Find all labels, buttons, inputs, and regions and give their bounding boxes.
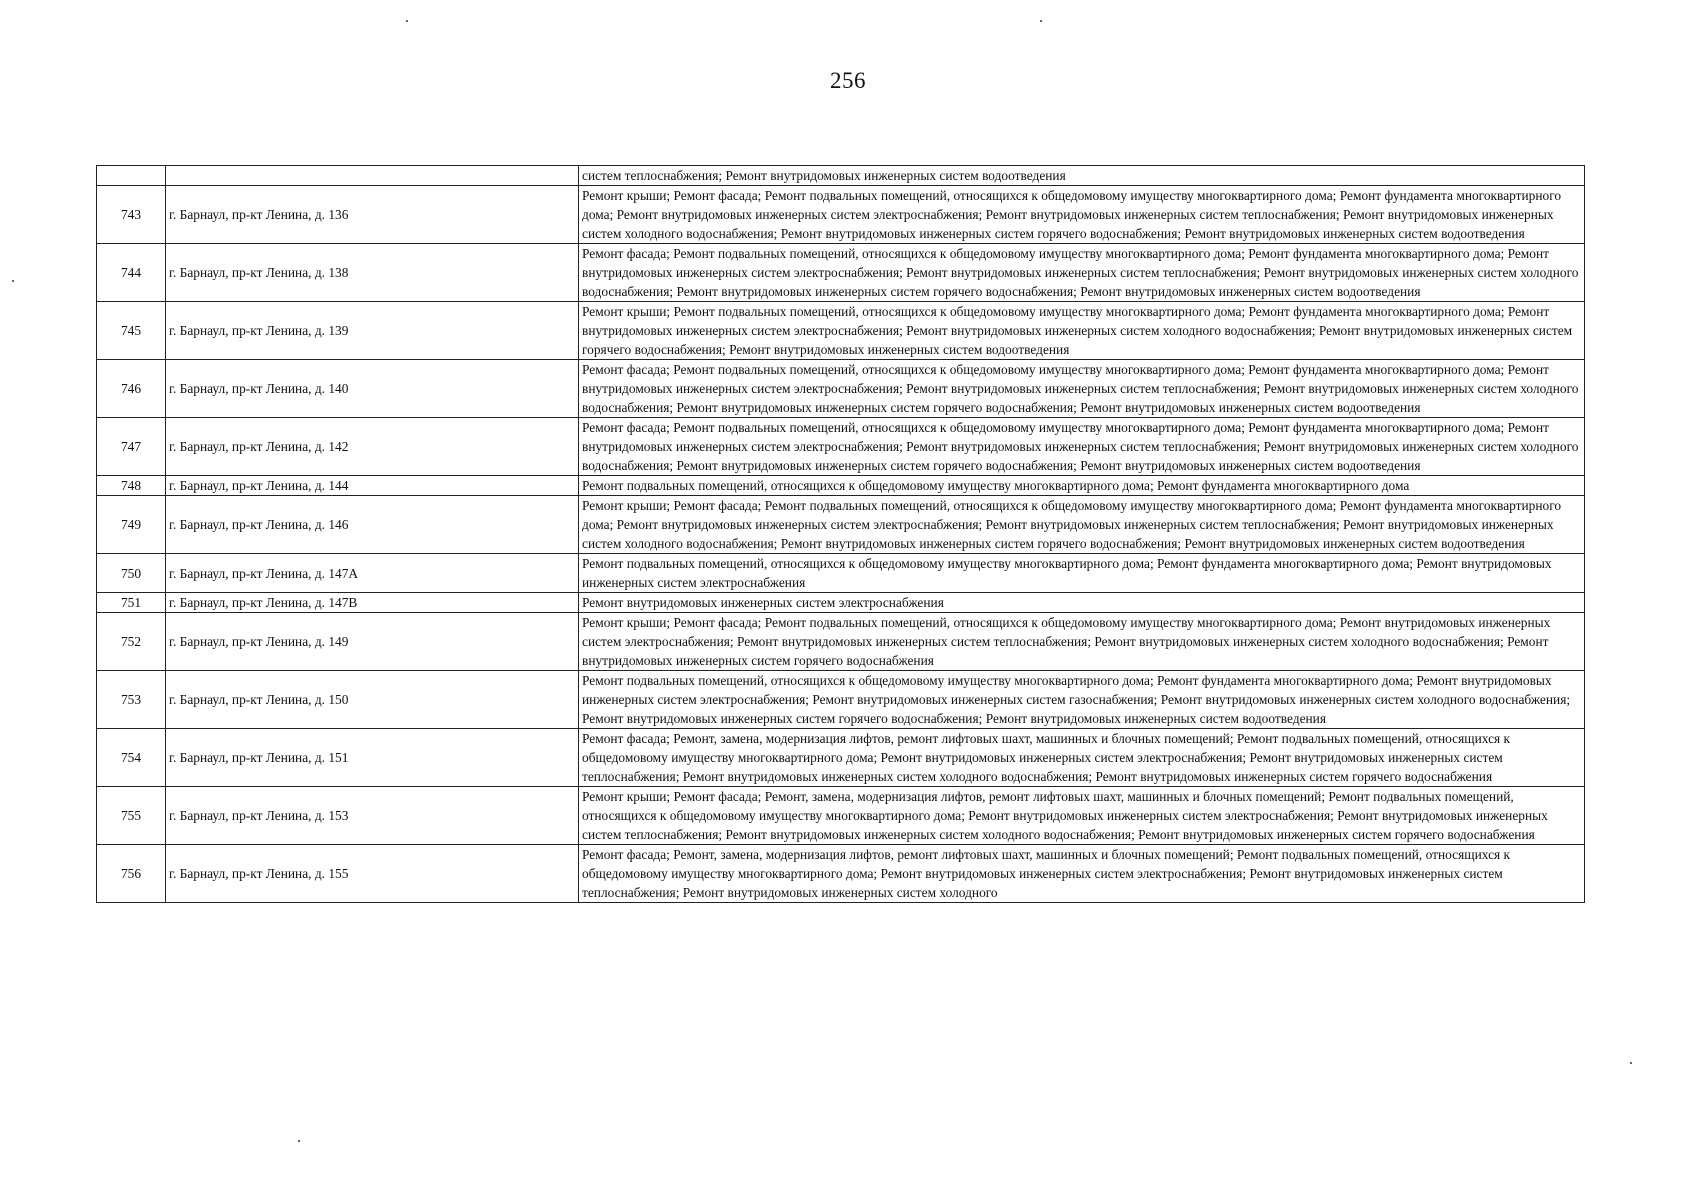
row-address: г. Барнаул, пр-кт Ленина, д. 153	[166, 787, 579, 845]
table-row	[97, 787, 1585, 845]
row-number: 756	[97, 845, 166, 903]
table-row	[97, 613, 1585, 671]
row-works: Ремонт фасада; Ремонт подвальных помещений, относящихся к общедомовому имуществу многоквартирного дома; Ремонт фундамента многоквартирного дома; Ремонт внутридомовых инженерных систем электроснабжения; Ремонт внутридомовых инженерных систем теплоснабжения; Ремонт внутридомовых инженерных систем холодного водоснабжения; Ремонт внутридомовых инженерных систем горячего водоснабжения; Ремонт внутридомовых инженерных систем водоотведения	[579, 244, 1585, 302]
table-row	[97, 418, 1585, 476]
row-address: г. Барнаул, пр-кт Ленина, д. 139	[166, 302, 579, 360]
table-row	[97, 496, 1585, 554]
scan-speck	[12, 280, 14, 282]
row-works: Ремонт внутридомовых инженерных систем электроснабжения	[579, 593, 1585, 613]
row-address: г. Барнаул, пр-кт Ленина, д. 150	[166, 671, 579, 729]
row-address: г. Барнаул, пр-кт Ленина, д. 138	[166, 244, 579, 302]
row-address: г. Барнаул, пр-кт Ленина, д. 142	[166, 418, 579, 476]
row-works: Ремонт крыши; Ремонт фасада; Ремонт, замена, модернизация лифтов, ремонт лифтовых шахт, машинных и блочных помещений; Ремонт подвальных помещений, относящихся к общедомовому имуществу многоквартирного дома; Ремонт внутридомовых инженерных систем электроснабжения; Ремонт внутридомовых инженерных систем теплоснабжения; Ремонт внутридомовых инженерных систем холодного водоснабжения; Ремонт внутридомовых инженерных систем горячего водоснабжения	[579, 787, 1585, 845]
table-row	[97, 302, 1585, 360]
table-row	[97, 845, 1585, 903]
table-row	[97, 166, 1585, 186]
row-address: г. Барнаул, пр-кт Ленина, д. 144	[166, 476, 579, 496]
scan-speck	[1630, 1062, 1632, 1064]
row-works: Ремонт крыши; Ремонт фасада; Ремонт подвальных помещений, относящихся к общедомовому имуществу многоквартирного дома; Ремонт фундамента многоквартирного дома; Ремонт внутридомовых инженерных систем электроснабжения; Ремонт внутридомовых инженерных систем теплоснабжения; Ремонт внутридомовых инженерных систем холодного водоснабжения; Ремонт внутридомовых инженерных систем горячего водоснабжения; Ремонт внутридомовых инженерных систем водоотведения	[579, 186, 1585, 244]
table-row	[97, 554, 1585, 593]
row-address: г. Барнаул, пр-кт Ленина, д. 149	[166, 613, 579, 671]
row-number: 753	[97, 671, 166, 729]
row-address: г. Барнаул, пр-кт Ленина, д. 151	[166, 729, 579, 787]
row-works: Ремонт крыши; Ремонт подвальных помещений, относящихся к общедомовому имуществу многоквартирного дома; Ремонт фундамента многоквартирного дома; Ремонт внутридомовых инженерных систем электроснабжения; Ремонт внутридомовых инженерных систем холодного водоснабжения; Ремонт внутридомовых инженерных систем горячего водоснабжения; Ремонт внутридомовых инженерных систем водоотведения	[579, 302, 1585, 360]
row-works: Ремонт подвальных помещений, относящихся к общедомовому имуществу многоквартирного дома; Ремонт фундамента многоквартирного дома; Ремонт внутридомовых инженерных систем электроснабжения; Ремонт внутридомовых инженерных систем газоснабжения; Ремонт внутридомовых инженерных систем холодного водоснабжения; Ремонт внутридомовых инженерных систем горячего водоснабжения; Ремонт внутридомовых инженерных систем водоотведения	[579, 671, 1585, 729]
row-number: 744	[97, 244, 166, 302]
row-number: 748	[97, 476, 166, 496]
row-address: г. Барнаул, пр-кт Ленина, д. 147В	[166, 593, 579, 613]
page-number: 256	[830, 68, 866, 93]
table-row	[97, 244, 1585, 302]
row-works: Ремонт фасада; Ремонт, замена, модернизация лифтов, ремонт лифтовых шахт, машинных и блочных помещений; Ремонт подвальных помещений, относящихся к общедомовому имуществу многоквартирного дома; Ремонт внутридомовых инженерных систем электроснабжения; Ремонт внутридомовых инженерных систем теплоснабжения; Ремонт внутридомовых инженерных систем холодного водоснабжения; Ремонт внутридомовых инженерных систем горячего водоснабжения	[579, 729, 1585, 787]
row-address: г. Барнаул, пр-кт Ленина, д. 147А	[166, 554, 579, 593]
scan-speck	[298, 1140, 300, 1142]
row-address: г. Барнаул, пр-кт Ленина, д. 140	[166, 360, 579, 418]
scan-speck	[1040, 20, 1042, 22]
row-number: 747	[97, 418, 166, 476]
row-works: Ремонт фасада; Ремонт подвальных помещений, относящихся к общедомовому имуществу многоквартирного дома; Ремонт фундамента многоквартирного дома; Ремонт внутридомовых инженерных систем электроснабжения; Ремонт внутридомовых инженерных систем теплоснабжения; Ремонт внутридомовых инженерных систем холодного водоснабжения; Ремонт внутридомовых инженерных систем горячего водоснабжения; Ремонт внутридомовых инженерных систем водоотведения	[579, 418, 1585, 476]
row-number: 746	[97, 360, 166, 418]
row-works: систем теплоснабжения; Ремонт внутридомовых инженерных систем водоотведения	[579, 166, 1585, 186]
row-number: 743	[97, 186, 166, 244]
scan-speck	[406, 20, 408, 22]
row-works: Ремонт крыши; Ремонт фасада; Ремонт подвальных помещений, относящихся к общедомовому имуществу многоквартирного дома; Ремонт внутридомовых инженерных систем электроснабжения; Ремонт внутридомовых инженерных систем теплоснабжения; Ремонт внутридомовых инженерных систем холодного водоснабжения; Ремонт внутридомовых инженерных систем горячего водоснабжения	[579, 613, 1585, 671]
row-number: 752	[97, 613, 166, 671]
row-works	[579, 845, 1585, 903]
row-works: Ремонт крыши; Ремонт фасада; Ремонт подвальных помещений, относящихся к общедомовому имуществу многоквартирного дома; Ремонт фундамента многоквартирного дома; Ремонт внутридомовых инженерных систем электроснабжения; Ремонт внутридомовых инженерных систем теплоснабжения; Ремонт внутридомовых инженерных систем холодного водоснабжения; Ремонт внутридомовых инженерных систем горячего водоснабжения; Ремонт внутридомовых инженерных систем водоотведения	[579, 496, 1585, 554]
row-address: г. Барнаул, пр-кт Ленина, д. 155	[166, 845, 579, 903]
table-row	[97, 186, 1585, 244]
row-works-continued: Ремонт фасада; Ремонт, замена, модернизация лифтов, ремонт лифтовых шахт, машинных и блочных помещений; Ремонт подвальных помещений, относящихся к общедомовому имуществу многоквартирного дома; Ремонт внутридомовых инженерных систем электроснабжения; Ремонт внутридомовых инженерных систем теплоснабжения; Ремонт внутридомовых инженерных систем холодного	[582, 847, 1511, 900]
row-number: 749	[97, 496, 166, 554]
row-works: Ремонт фасада; Ремонт подвальных помещений, относящихся к общедомовому имуществу многоквартирного дома; Ремонт фундамента многоквартирного дома; Ремонт внутридомовых инженерных систем электроснабжения; Ремонт внутридомовых инженерных систем теплоснабжения; Ремонт внутридомовых инженерных систем холодного водоснабжения; Ремонт внутридомовых инженерных систем горячего водоснабжения; Ремонт внутридомовых инженерных систем водоотведения	[579, 360, 1585, 418]
row-number: 745	[97, 302, 166, 360]
row-number: 755	[97, 787, 166, 845]
row-address: г. Барнаул, пр-кт Ленина, д. 146	[166, 496, 579, 554]
housing-repair-table	[96, 165, 1585, 903]
table-row	[97, 476, 1585, 496]
row-works: Ремонт подвальных помещений, относящихся к общедомовому имуществу многоквартирного дома; Ремонт фундамента многоквартирного дома	[579, 476, 1585, 496]
table-row	[97, 360, 1585, 418]
row-number: 754	[97, 729, 166, 787]
row-number: 751	[97, 593, 166, 613]
row-address	[166, 166, 579, 186]
row-number: 750	[97, 554, 166, 593]
row-works: Ремонт подвальных помещений, относящихся к общедомовому имуществу многоквартирного дома; Ремонт фундамента многоквартирного дома; Ремонт внутридомовых инженерных систем электроснабжения	[579, 554, 1585, 593]
table-row	[97, 671, 1585, 729]
table-row	[97, 729, 1585, 787]
table-row	[97, 593, 1585, 613]
row-number	[97, 166, 166, 186]
row-address: г. Барнаул, пр-кт Ленина, д. 136	[166, 186, 579, 244]
